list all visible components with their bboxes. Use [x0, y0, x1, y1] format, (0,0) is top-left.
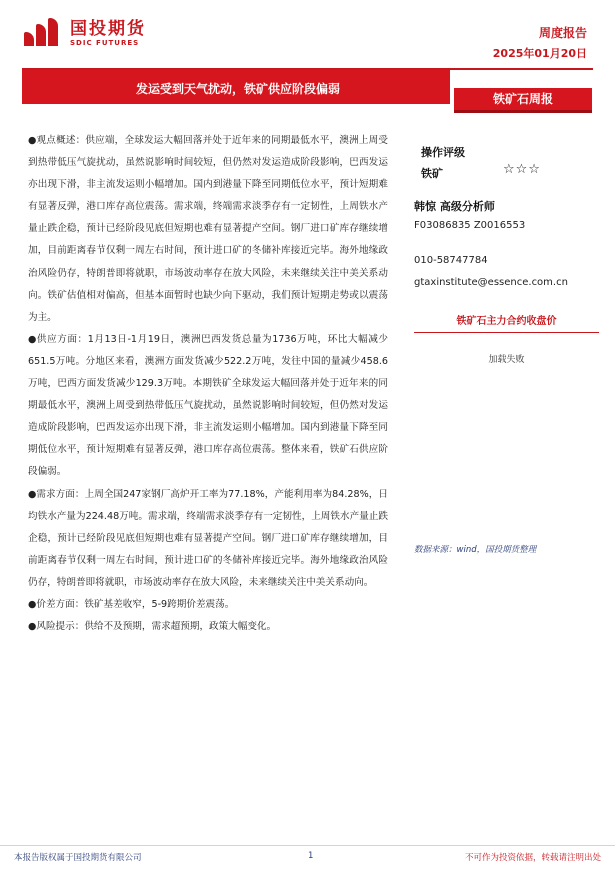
summary-paragraph: ●观点概述：供应端，全球发运大幅回落并处于近年来的同期最低水平，澳洲上周受到热带低压气旋扰动，虽然说影响时间较短，但仍然对发运造成阶段影响，巴西发运亦出现下滑，非主流发运则小幅增加。国内到港量下降至同期低位水平，预计短期难有显著反弹，港口库存高位震荡。需求端，终端需求淡季存有一定韧性，上周铁水产量止跌企稳，预计已经阶段见底但短期也难有显著提产空间。钢厂进口矿库存继续增加，目前距离春节仅剩一周左右时间，预计进口矿的冬储补库接近完毕。海外地缘政治风险仍存，特朗普即将就职，市场波动率存在放大风险，未来继续关注中美关系动向。铁矿估值相对偏高，但基本面暂时也缺少向下驱动，我们预计短期走势或以震荡为主。 [28, 135, 388, 323]
chart-title: 铁矿石主力合约收盘价 [414, 311, 599, 333]
footer-copyright: 本报告版权属于国投期货有限公司 [14, 853, 142, 863]
logo-name-cn: 国投期货 [70, 19, 146, 39]
chart-placeholder [414, 336, 599, 536]
page-number: 1 [308, 851, 314, 861]
report-tag: 铁矿石周报 [454, 88, 592, 110]
spread-paragraph: ●价差方面：铁矿基差收窄，5-9跨期价差震荡。 [28, 598, 235, 610]
analyst-name: 韩惊 高级分析师 [414, 200, 495, 213]
report-type: 周度报告 [538, 26, 587, 40]
rating-stars-icon: ☆☆☆ [503, 162, 541, 177]
chart-source: 数据来源：wind，国投期货整理 [414, 545, 537, 555]
report-title: 发运受到天气扰动，铁矿供应阶段偏弱 [136, 82, 341, 96]
chart-load-failed-text: 加载失败 [488, 355, 525, 365]
footer-disclaimer: 不可作为投资依据，转载请注明出处 [464, 853, 601, 863]
report-date: 2025年01月20日 [492, 47, 587, 60]
analyst-license: F03086835 Z0016553 [414, 220, 526, 231]
report-tag-shadow [454, 110, 592, 113]
footer-divider [0, 845, 615, 846]
contact-email[interactable]: gtaxinstitute@essence.com.cn [414, 277, 568, 288]
contact-phone: 010-58747784 [414, 255, 488, 266]
risk-paragraph: ●风险提示：供给不及预期，需求超预期，政策大幅变化。 [28, 621, 277, 633]
logo-mark-icon [22, 18, 62, 50]
company-logo [22, 18, 146, 50]
logo-name-en: SDIC FUTURES [70, 39, 140, 47]
rating-title: 操作评级 [421, 146, 465, 159]
rating-item: 铁矿 [421, 167, 443, 180]
supply-paragraph: ●供应方面：1月13日-1月19日，澳洲巴西发货总量为1736万吨，环比大幅减少651.5万吨。分地区来看，澳洲方面发货减少522.2万吨，发往中国的量减少458.6万吨，巴西方面发货减少129.3万吨。本期铁矿全球发运大幅回落并处于近年来的同期最低水平，澳洲上周受到热带低压气旋扰动，虽然说影响时间较短，但仍然对发运造成阶段影响，巴西发运亦出现下滑，非主流发运则小幅增加。国内到港量下降至同期低位水平，预计短期难有显著反弹，港口库存高位震荡。整体来看，铁矿石供应阶段偏弱。 [28, 333, 388, 478]
demand-paragraph: ●需求方面：上周全国247家钢厂高炉开工率为77.18%，产能利用率为84.28%，日均铁水产量为224.48万吨。需求端，终端需求淡季存有一定韧性，上周铁水产量止跌企稳，预计已经阶段见底但短期也难有显著提产空间。钢厂进口矿库存继续增加，目前距离春节仅剩一周左右时间，预计进口矿的冬储补库接近完毕。海外地缘政治风险仍存，特朗普即将就职，市场波动率存在放大风险，未来继续关注中美关系动向。 [28, 488, 388, 588]
main-content [28, 130, 388, 638]
